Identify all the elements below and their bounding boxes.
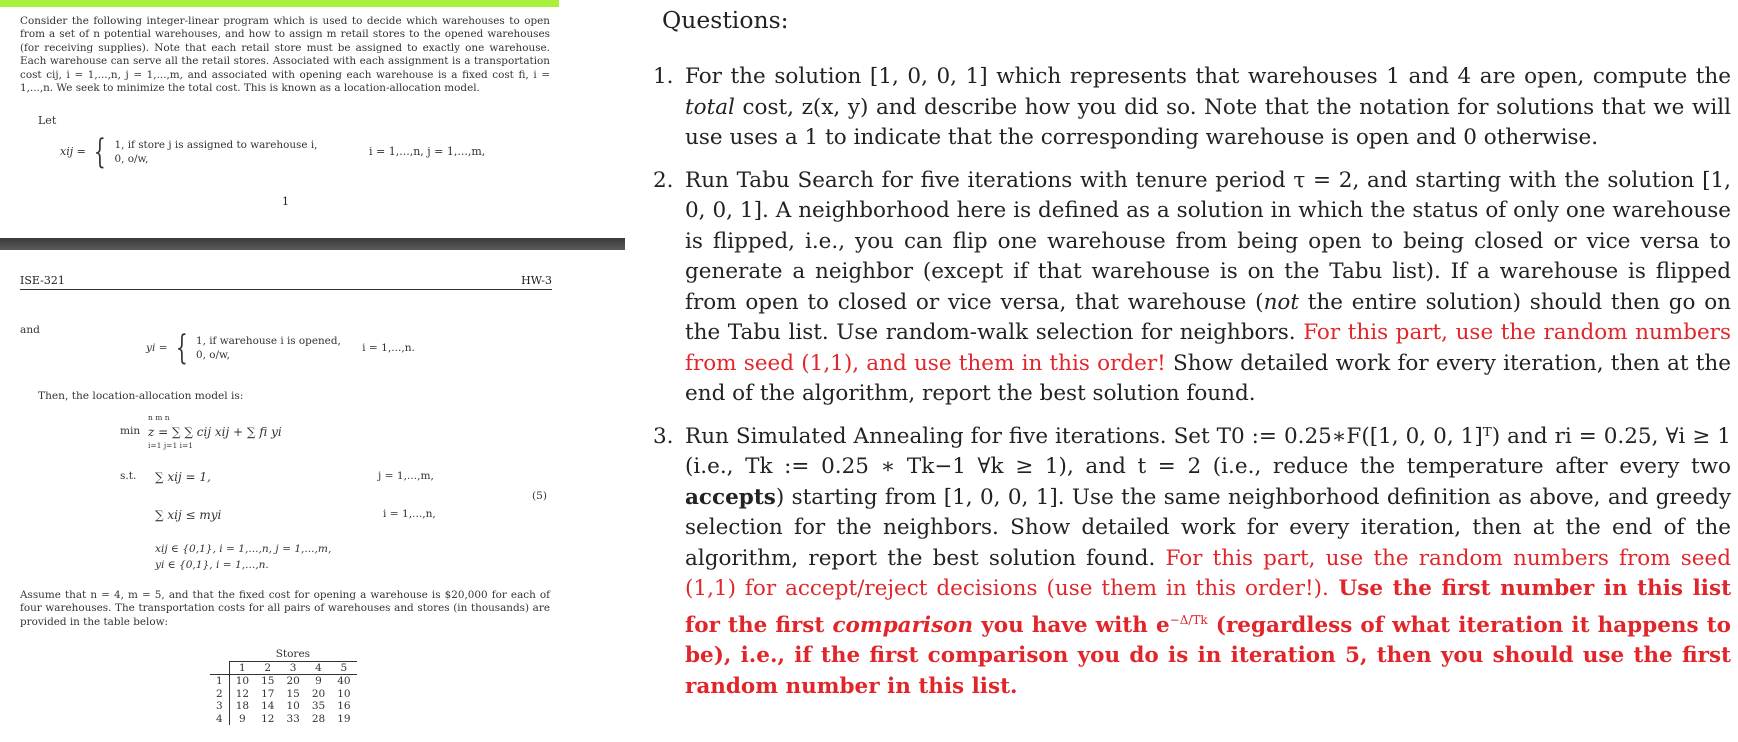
left-document-panel [0,0,625,742]
x-case-2: 0, o/w, [114,153,149,165]
table-cell: 35 [311,700,326,712]
table-cell: 9 [315,675,322,687]
table-cell: 12 [261,712,275,725]
y-cases [196,334,341,362]
table-cell: 28 [311,712,326,725]
page-header [20,274,552,290]
table-cell: 14 [261,700,275,712]
constraint-1: ∑ xij = 1, [155,470,211,484]
table-cell: 10 [337,687,351,700]
table-cell: 16 [337,700,351,712]
constraint-2: ∑ xij ≤ myi [155,508,222,522]
constraint-4: yi ∈ {0,1}, i = 1,...,n. [155,559,269,571]
column-header: 2 [264,661,272,674]
objective-lower-limits: i=1 j=1 i=1 [148,441,194,450]
table-cell: 19 [337,712,351,725]
equation-number: (5) [532,490,548,502]
y-range: i = 1,...,n. [362,342,415,354]
question-body [685,422,1731,703]
questions-heading: Questions: [662,6,789,34]
table-cell: 10 [286,700,300,712]
highlight-bar [0,0,559,7]
row-label: 2 [210,688,229,701]
let-label: Let [38,114,57,127]
row-label: 4 [210,713,229,726]
column-header: 1 [239,661,246,674]
table-row [210,700,357,713]
column-header: 5 [340,661,348,674]
q2-emphasis: not [1263,289,1300,315]
q3-red-note: For this part, use the random numbers from seed (1,1) for accept/reject decisions (use them in this order!). [685,545,1731,601]
x-cases [115,138,318,166]
cost-table [210,648,357,725]
row-label: 3 [210,700,229,713]
header-right: HW-3 [521,274,552,287]
y-case-1: 1, if warehouse i is opened, [196,335,341,347]
constraint-3: xij ∈ {0,1}, i = 1,...,n, j = 1,...,m, [155,543,332,555]
table-cell: 15 [261,675,275,687]
q3-exponent: −Δ/Tk [1169,612,1208,627]
assume-paragraph: Assume that n = 4, m = 5, and that the fixed cost for opening a warehouse is $20,000 for each of four warehouses. The transportation costs for all pairs of warehouses and stores (in thousands) are provided in the table below: [20,589,550,628]
table-cell: 40 [337,675,351,687]
brace-icon: { [175,328,188,368]
q1-text-a: For the solution [1, 0, 0, 1] which represents that warehouses 1 and 4 are open, compute the [685,64,1731,89]
question-number: 3. [653,423,674,449]
objective-upper-limits: n m n [148,413,170,422]
table-cell: 15 [286,687,300,700]
constraint-1-range: j = 1,...,m, [378,470,434,482]
table-cell: 9 [239,712,246,725]
x-case-1: 1, if store j is assigned to warehouse i, [114,139,318,151]
q3-red-bold-a: Use the first number in this list for the first [685,576,1732,638]
model-intro: Then, the location-allocation model is: [38,390,244,402]
q3-text-a: Run Simulated Annealing for five iterations. Set T0 := 0.25∗F([1, 0, 0, 1]ᵀ) and ri = 0.25, ∀i ≥ 1 (i.e., Tk := 0.25 ∗ Tk−1 ∀k ≥ 1), and t = 2 (i.e., reduce the temperature after every two [685,423,1731,479]
table-cell: 10 [235,675,250,687]
objective-function: z = ∑ ∑ cij xij + ∑ fi yi [148,425,282,439]
q1-text-b: cost, z(x, y) and describe how you did so. Note that the notation for solutions that we will use uses a 1 to indicate that the corresponding warehouse is open and 0 otherwise. [685,94,1731,150]
page-separator [0,238,625,250]
y-definition [146,328,415,368]
min-label: min [120,425,141,437]
table-cell: 20 [311,687,326,700]
table-cell: 17 [261,687,275,700]
right-document-panel [625,0,1738,742]
brace-icon: { [94,132,107,172]
question-list [653,62,1731,714]
q3-bold-accepts: accepts [685,484,776,510]
x-lhs: xij = [60,145,86,158]
q2-text-c: Show detailed work for every iteration, then at the end of the algorithm, report the best solution found. [685,350,1731,406]
column-header: 4 [315,661,322,674]
question-2 [653,166,1731,410]
table-title: Stores [229,648,356,661]
row-label: 1 [210,675,229,688]
q3-red-bold-b: you have with e [973,612,1170,638]
st-label: s.t. [120,470,137,482]
table-row [210,675,357,688]
q3-red-bold-c: (regardless of what iteration it happens to be), i.e., if the first comparison you do is in iteration 5, then you should use the first random number in this list. [685,612,1731,699]
q3-text-b: ) starting from [1, 0, 0, 1]. Use the same neighborhood definition as above, and greedy selection for the neighbors. Show detailed work for every iteration, then at the end of the algorithm, report the best solution found. [685,484,1731,571]
table-cell: 33 [286,712,300,725]
table-row [210,688,357,701]
question-body [685,166,1731,410]
header-left: ISE-321 [20,274,65,287]
question-1 [653,62,1731,154]
table-cell: 20 [286,675,300,687]
table-row [210,713,357,726]
column-header: 3 [289,661,297,674]
q2-red-note: For this part, use the random numbers from seed (1,1), and use them in this order! [685,320,1731,376]
question-3 [653,422,1731,703]
question-number: 2. [653,167,674,193]
table-cell: 18 [235,700,250,712]
x-definition [60,132,486,172]
y-lhs: yi = [146,342,168,354]
page-number: 1 [282,195,289,208]
q1-emphasis: total [685,94,735,120]
x-range: i = 1,...,n, j = 1,...,m, [368,145,486,158]
intro-paragraph: Consider the following integer-linear program which is used to decide which warehouses to open from a set of n potential warehouses, and how to assign m retail stores to the opened warehouses (for receiving supplies). Note that each retail store must be assigned to exactly one warehouse. Each warehouse can serve all the retail stores. Associated with each assignment is a transportation cost cij, i = 1,...,n, j = 1,...,m, and associated with opening each warehouse is a fixed cost fi, i = 1,...,n. We seek to minimize the total cost. This is known as a location-allocation model. [20,15,550,95]
q3-red-italic: comparison [832,612,974,638]
table-header-row [210,661,357,675]
q2-text-a: Run Tabu Search for five iterations with tenure period τ = 2, and starting with the solution [1, 0, 0, 1]. A neighborhood here is defined as a solution in which the status of only one warehouse is flipped, i.e., you can flip one warehouse from being open to being closed or vice versa to generate a neighbor (except if that warehouse is on the Tabu list). If a warehouse is flipped from open to closed or vice versa, that warehouse ( [685,167,1731,315]
q2-text-b: the entire solution) should then go on the Tabu list. Use random-walk selection for neighbors. [685,289,1731,345]
y-case-2: 0, o/w, [196,349,230,361]
question-body [685,62,1731,154]
constraint-2-range: i = 1,...,n, [383,508,436,520]
and-label: and [20,324,40,336]
table-title-row [210,648,357,661]
table-cell: 12 [235,687,250,700]
question-number: 1. [653,64,674,89]
